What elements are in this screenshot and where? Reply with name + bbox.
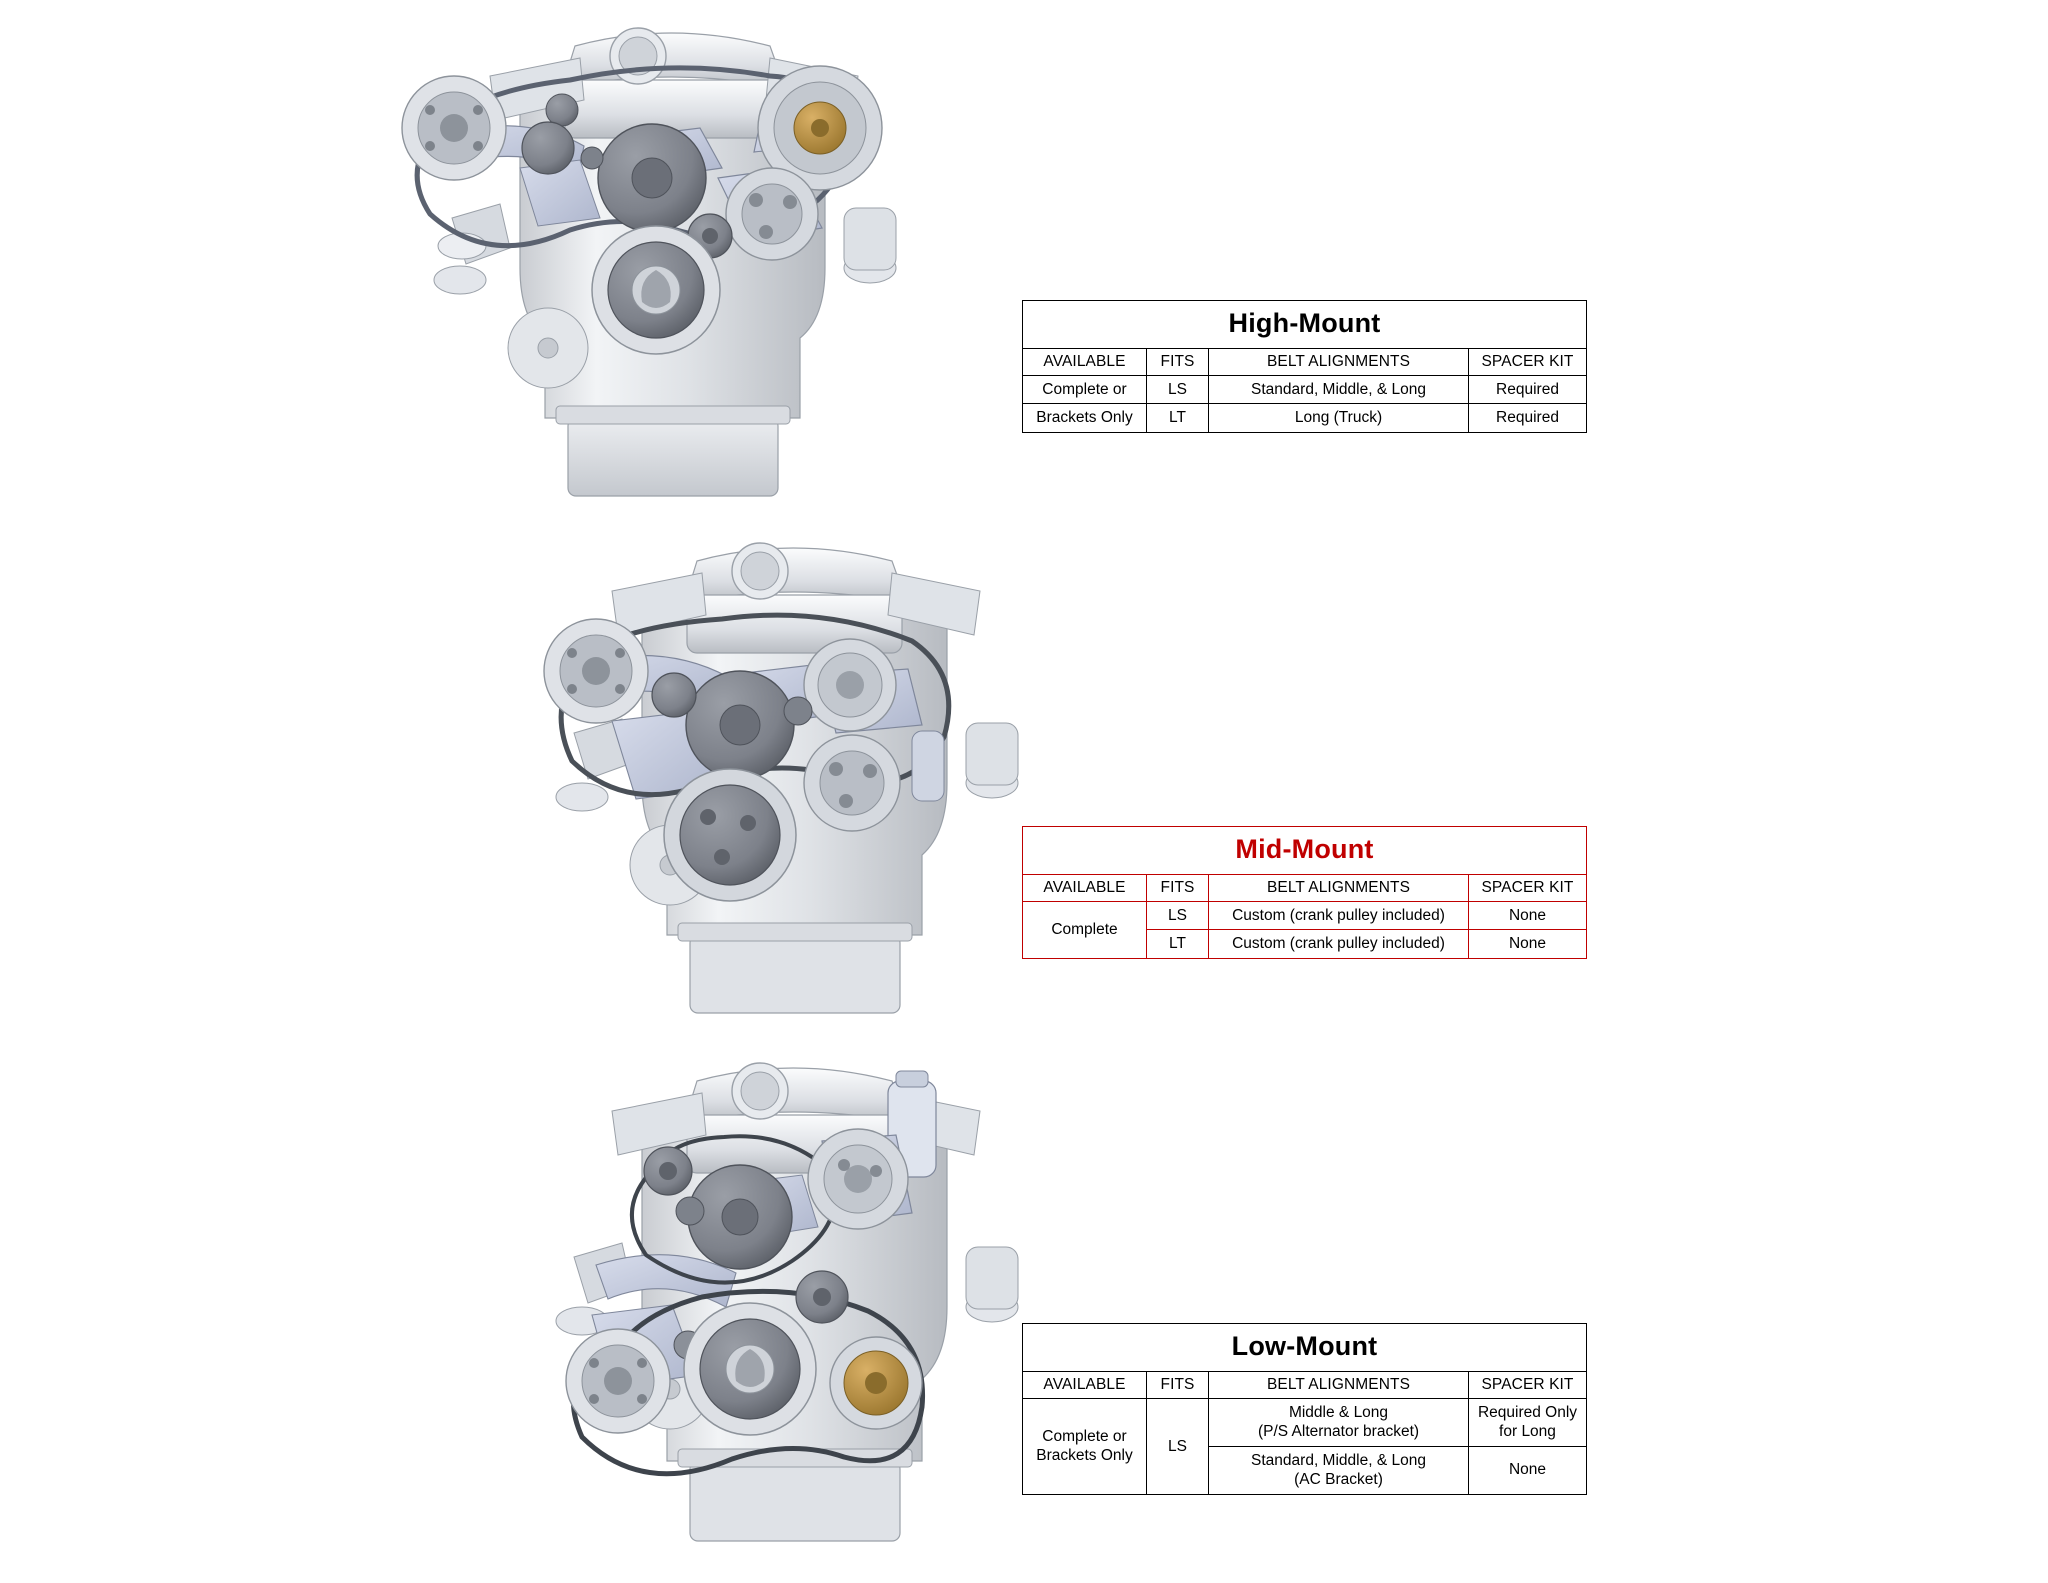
spacer-line-1: Required Only: [1477, 1404, 1578, 1421]
available-line-2: Brackets Only: [1036, 1447, 1133, 1465]
cell-spacer-kit: Required: [1469, 376, 1587, 404]
belt-line-1: Middle & Long: [1288, 1404, 1389, 1421]
cell-spacer-kit: None: [1469, 902, 1587, 930]
table-title-row: [1023, 827, 1587, 875]
cell-fits: LS: [1147, 902, 1209, 930]
cell-belt-alignments: Standard, Middle, & Long: [1209, 376, 1469, 404]
cell-belt-alignments: Custom (crank pulley included): [1209, 930, 1469, 958]
cell-available-merged: [1023, 1399, 1147, 1495]
cell-spacer-kit: None: [1469, 930, 1587, 958]
engine-illustration-mid-mount: [492, 525, 1112, 1045]
column-header-belt-alignments: BELT ALIGNMENTS: [1209, 1372, 1469, 1399]
section-high-mount: [0, 0, 2048, 530]
table-title-row: [1023, 301, 1587, 349]
cell-fits-merged: LS: [1147, 1399, 1209, 1495]
available-line-1: Complete or: [1042, 1427, 1127, 1445]
belt-line-2: (AC Bracket): [1294, 1471, 1383, 1489]
cell-fits: LT: [1147, 404, 1209, 432]
table-title: High-Mount: [1023, 301, 1587, 349]
cell-available-merged: Complete: [1023, 902, 1147, 959]
cell-fits: LS: [1147, 376, 1209, 404]
table-title: Low-Mount: [1023, 1324, 1587, 1372]
column-header-available: AVAILABLE: [1023, 1372, 1147, 1399]
table-title-row: [1023, 1324, 1587, 1372]
column-header-fits: FITS: [1147, 349, 1209, 376]
engine-illustration-high-mount: [370, 18, 990, 518]
section-mid-mount: [0, 530, 2048, 1060]
table-row: [1023, 376, 1587, 404]
cell-spacer-kit: Required: [1469, 404, 1587, 432]
column-header-spacer-kit: SPACER KIT: [1469, 349, 1587, 376]
table-title: Mid-Mount: [1023, 827, 1587, 875]
spec-table-high-mount: [1022, 300, 1587, 433]
cell-spacer-kit: [1469, 1399, 1587, 1447]
cell-available: Brackets Only: [1023, 404, 1147, 432]
cell-belt-alignments: [1209, 1446, 1469, 1494]
column-header-spacer-kit: SPACER KIT: [1469, 875, 1587, 902]
table-header-row: [1023, 1372, 1587, 1399]
spacer-line-2: for Long: [1499, 1423, 1556, 1441]
column-header-spacer-kit: SPACER KIT: [1469, 1372, 1587, 1399]
column-header-belt-alignments: BELT ALIGNMENTS: [1209, 875, 1469, 902]
column-header-fits: FITS: [1147, 1372, 1209, 1399]
column-header-fits: FITS: [1147, 875, 1209, 902]
table-row: [1023, 902, 1587, 930]
table-header-row: [1023, 349, 1587, 376]
cell-belt-alignments: Long (Truck): [1209, 404, 1469, 432]
spec-table-low-mount: [1022, 1323, 1587, 1495]
section-low-mount: [0, 1053, 2048, 1583]
engine-illustration-low-mount: [492, 1045, 1112, 1575]
belt-line-1: Standard, Middle, & Long: [1251, 1451, 1426, 1469]
cell-fits: LT: [1147, 930, 1209, 958]
cell-spacer-kit: None: [1469, 1446, 1587, 1494]
spec-table-mid-mount: [1022, 826, 1587, 959]
cell-available: Complete or: [1023, 376, 1147, 404]
column-header-available: AVAILABLE: [1023, 875, 1147, 902]
cell-belt-alignments: Custom (crank pulley included): [1209, 902, 1469, 930]
table-header-row: [1023, 875, 1587, 902]
table-row: [1023, 404, 1587, 432]
column-header-belt-alignments: BELT ALIGNMENTS: [1209, 349, 1469, 376]
belt-line-2: (P/S Alternator bracket): [1257, 1423, 1420, 1441]
cell-belt-alignments: [1209, 1399, 1469, 1447]
column-header-available: AVAILABLE: [1023, 349, 1147, 376]
table-row: [1023, 1399, 1587, 1447]
